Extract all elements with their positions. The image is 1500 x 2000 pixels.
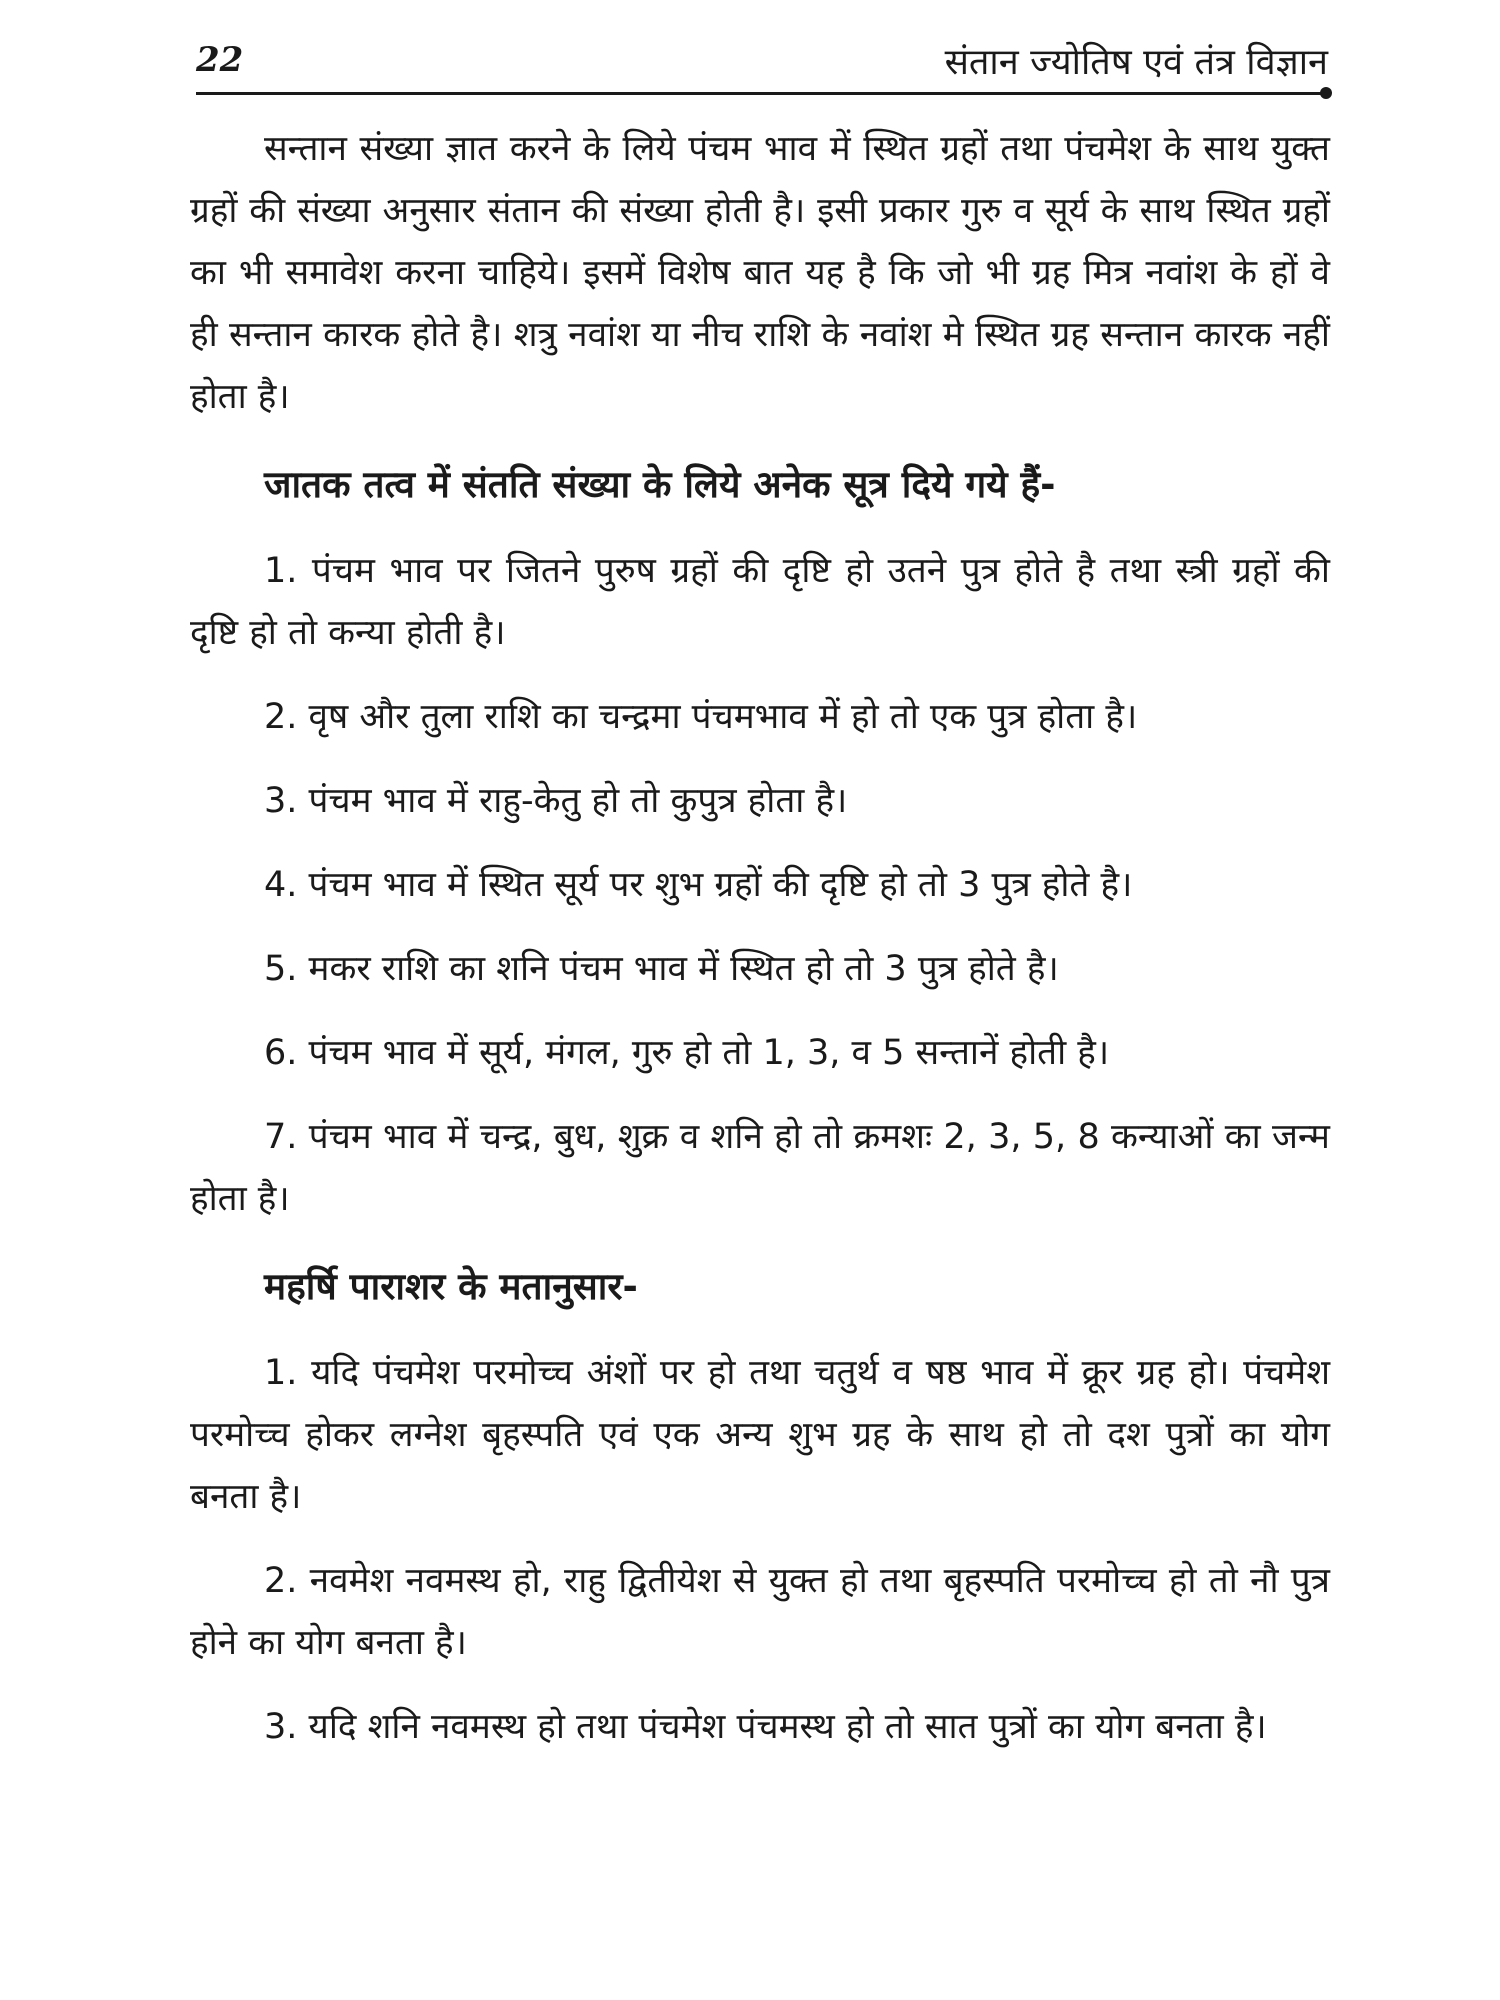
- page-number: 22: [196, 40, 244, 80]
- list-item: 2. वृष और तुला राशि का चन्द्रमा पंचमभाव में हो तो एक पुत्र होता है।: [264, 697, 1138, 737]
- header-rule: [196, 92, 1324, 95]
- header-rule-dot: [1320, 87, 1332, 99]
- list-item: 4. पंचम भाव में स्थित सूर्य पर शुभ ग्रहों की दृष्टि हो तो 3 पुत्र होते है।: [264, 865, 1133, 905]
- list-item: 7. पंचम भाव में चन्द्र, बुध, शुक्र व शनि हो तो क्रमशः 2, 3, 5, 8 कन्याओं का जन्म होता है।: [190, 1117, 1330, 1219]
- page-header: [196, 34, 1328, 90]
- list-item: 3. पंचम भाव में राहु-केतु हो तो कुपुत्र होता है।: [264, 781, 848, 821]
- intro-paragraph: सन्तान संख्या ज्ञात करने के लिये पंचम भाव में स्थित ग्रहों तथा पंचमेश के साथ युक्त ग्रहों की संख्या अनुसार संतान की संख्या होती है। इसी प्रकार गुरु व सूर्य के साथ स्थित ग्रहों का भी समावेश करना चाहिये। इसमें विशेष बात यह है कि जो भी ग्रह मित्र नवांश के हों वे ही सन्तान कारक होते है। शत्रु नवांश या नीच राशि के नवांश मे स्थित ग्रह सन्तान कारक नहीं होता है।: [190, 129, 1330, 417]
- list-item: 3. यदि शनि नवमस्थ हो तथा पंचमेश पंचमस्थ हो तो सात पुत्रों का योग बनता है।: [264, 1707, 1267, 1747]
- list-item: 2. नवमेश नवमस्थ हो, राहु द्वितीयेश से युक्त हो तथा बृहस्पति परमोच्च हो तो नौ पुत्र होने का योग बनता है।: [190, 1561, 1330, 1663]
- page-content: [190, 118, 1330, 1780]
- list-item: 6. पंचम भाव में सूर्य, मंगल, गुरु हो तो 1, 3, व 5 सन्तानें होती है।: [264, 1033, 1110, 1073]
- section-heading-jatak-tatva: जातक तत्व में संतति संख्या के लिये अनेक सूत्र दिये गये हैं-: [264, 463, 1056, 506]
- list-item: 1. पंचम भाव पर जितने पुरुष ग्रहों की दृष्टि हो उतने पुत्र होते है तथा स्त्री ग्रहों की दृष्टि हो तो कन्या होती है।: [190, 551, 1330, 653]
- running-title: संतान ज्योतिष एवं तंत्र विज्ञान: [944, 42, 1328, 83]
- section-heading-parashar: महर्षि पाराशर के मतानुसार-: [264, 1265, 638, 1308]
- list-item: 5. मकर राशि का शनि पंचम भाव में स्थित हो तो 3 पुत्र होते है।: [264, 949, 1059, 989]
- list-item: 1. यदि पंचमेश परमोच्च अंशों पर हो तथा चतुर्थ व षष्ठ भाव में क्रूर ग्रह हो। पंचमेश परमोच्च होकर लग्नेश बृहस्पति एवं एक अन्य शुभ ग्रह के साथ हो तो दश पुत्रों का योग बनता है।: [190, 1353, 1330, 1517]
